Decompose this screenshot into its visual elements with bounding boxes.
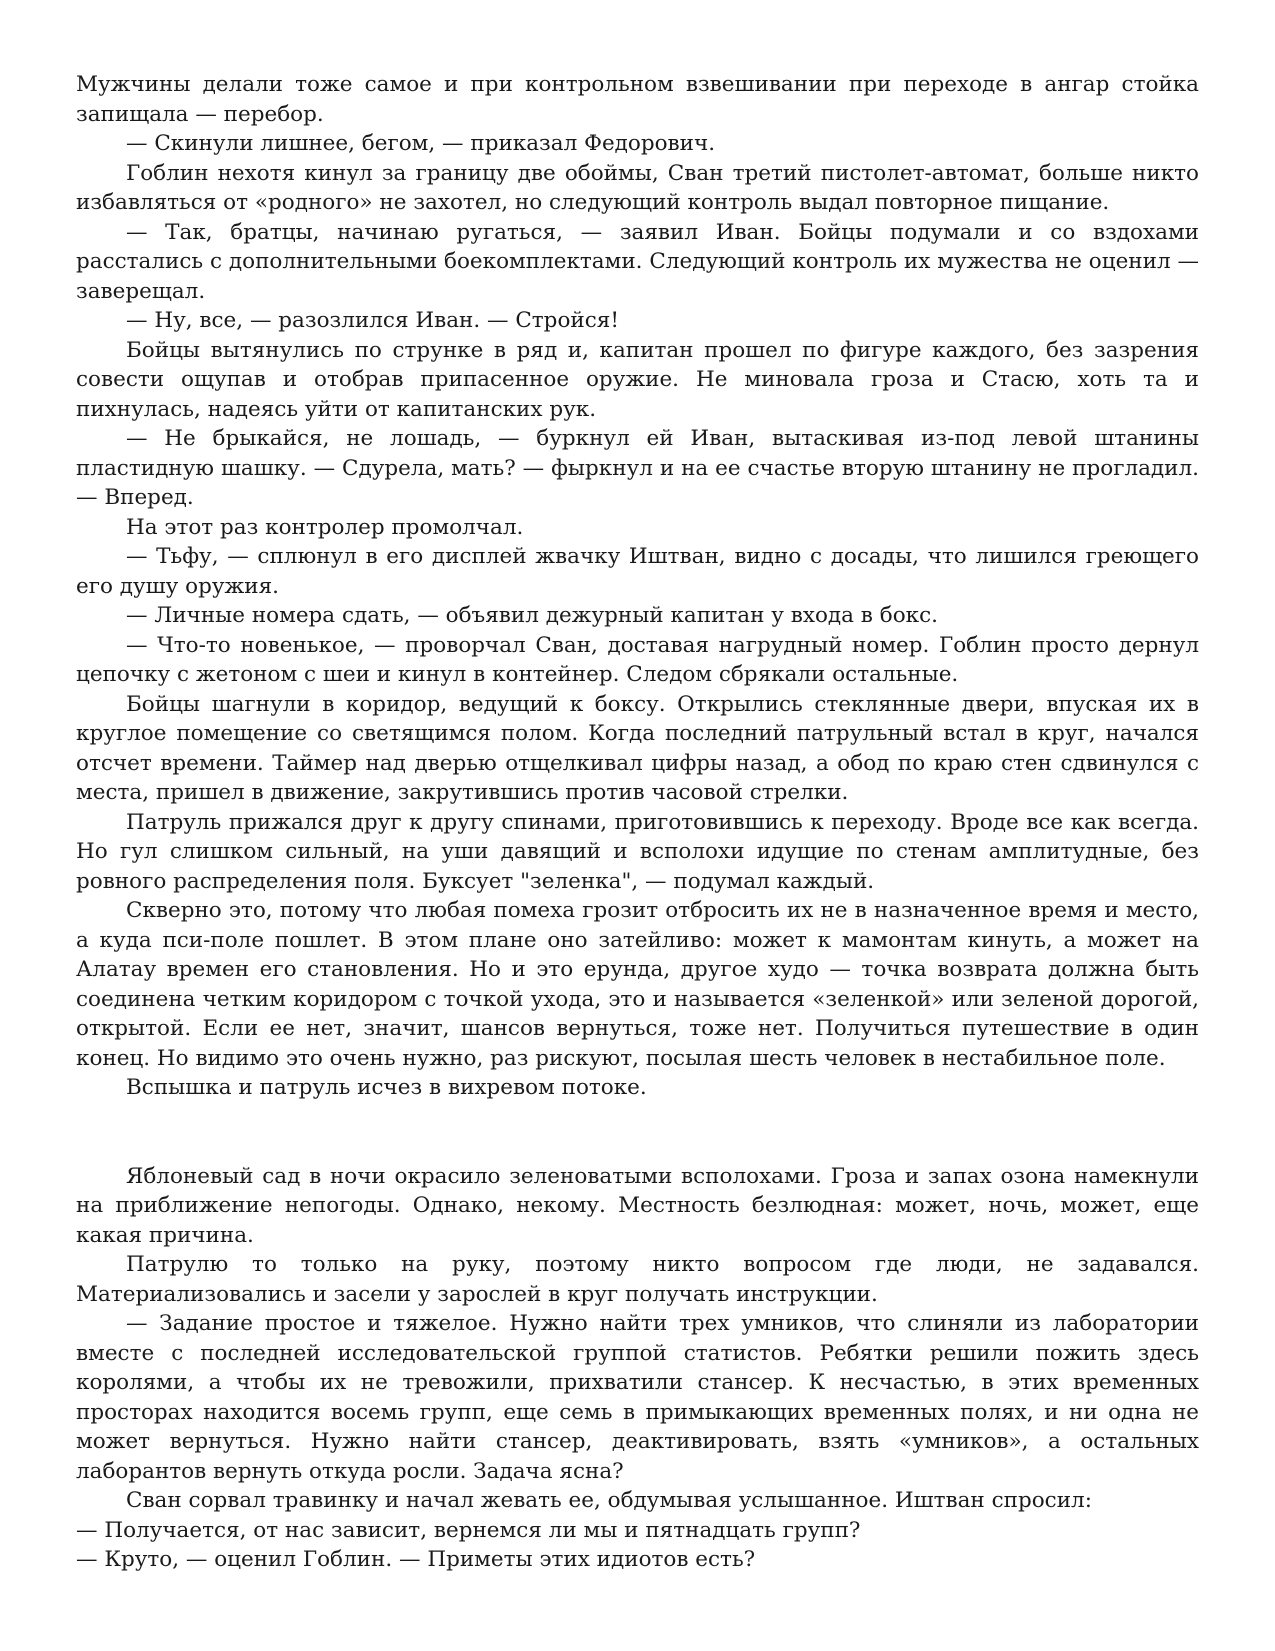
section-one: [76, 70, 1199, 1103]
paragraph: — Так, братцы, начинаю ругаться, — заявил Иван. Бойцы подумали и со вздохами расстались с дополнительными боекомплектами. Следующий контроль их мужества не оценил — заверещал.: [76, 219, 1199, 304]
paragraph: Яблоневый сад в ночи окрасило зеленоватыми всполохами. Гроза и запах озона намекнули на приближение непогоды. Однако, некому. Местность безлюдная: может, ночь, может, еще какая причина.: [76, 1163, 1199, 1248]
paragraph: Бойцы шагнули в коридор, ведущий к боксу. Открылись стеклянные двери, впуская их в круглое помещение со светящимся полом. Когда последний патрульный встал в круг, начался отсчет времени. Таймер над дверью отщелкивал цифры назад, а обод по краю стен сдвинулся с места, пришел в движение, закрутившись против часовой стрелки.: [76, 691, 1199, 805]
document-page: [76, 70, 1199, 1575]
paragraph: Сван сорвал травинку и начал жевать ее, обдумывая услышанное. Иштван спросил:: [126, 1488, 1092, 1513]
paragraph: Гоблин нехотя кинул за границу две обоймы, Сван третий пистолет-автомат, больше никто избавляться от «родного» не захотел, но следующий контроль выдал повторное пищание.: [76, 160, 1199, 215]
paragraph: — Круто, — оценил Гоблин. — Приметы этих идиотов есть?: [76, 1547, 756, 1572]
section-two: [76, 1162, 1199, 1575]
paragraph: — Тьфу, — сплюнул в его дисплей жвачку Иштван, видно с досады, что лишился греющего его душу оружия.: [76, 544, 1199, 599]
paragraph: Патрулю то только на руку, поэтому никто вопросом где люди, не задавался. Материализовались и засели у зарослей в круг получать инструкции.: [76, 1252, 1199, 1307]
paragraph: Скверно это, потому что любая помеха грозит отбросить их не в назначенное время и место, а куда пси-поле пошлет. В этом плане оно затейливо: может к мамонтам кинуть, а может на Алатау времен его становления. Но и это ерунда, другое худо — точка возврата должна быть соединена четким коридором с точкой ухода, это и называется «зеленкой» или зеленой дорогой, открытой. Если ее нет, значит, шансов вернуться, тоже нет. Получиться путешествие в один конец. Но видимо это очень нужно, раз рискуют, посылая шесть человек в нестабильное поле.: [76, 898, 1199, 1071]
paragraph: — Не брыкайся, не лошадь, — буркнул ей Иван, вытаскивая из-под левой штанины пластидную шашку. — Сдурела, мать? — фыркнул и на ее счастье вторую штанину не прогладил. — Вперед.: [76, 426, 1199, 510]
paragraph: — Получается, от нас зависит, вернемся ли мы и пятнадцать групп?: [76, 1517, 861, 1543]
section-break: [76, 1103, 1199, 1162]
paragraph: Бойцы вытянулись по струнке в ряд и, капитан прошел по фигуре каждого, без зазрения совести ощупав и отобрав припасенное оружие. Не миновала гроза и Стасю, хоть та и пихнулась, надеясь уйти от капитанских рук.: [76, 337, 1199, 422]
paragraph: — Личные номера сдать, — объявил дежурный капитан у входа в бокс.: [126, 603, 938, 628]
paragraph: Вспышка и патруль исчез в вихревом потоке.: [126, 1075, 647, 1100]
paragraph: — Ну, все, — разозлился Иван. — Стройся!: [126, 308, 619, 333]
paragraph: Патруль прижался друг к другу спинами, приготовившись к переходу. Вроде все как всегда. Но гул слишком сильный, на уши давящий и всполохи идущие по стенам амплитудные, без ровного распределения поля. Буксует "зеленка", — подумал каждый.: [76, 809, 1199, 894]
paragraph: — Скинули лишнее, бегом, — приказал Федорович.: [126, 131, 716, 156]
paragraph: На этот раз контролер промолчал.: [126, 514, 524, 540]
paragraph: — Задание простое и тяжелое. Нужно найти трех умников, что слиняли из лаборатории вместе с последней исследовательской группой статистов. Ребятки решили пожить здесь королями, а чтобы их не тревожили, прихватили стансер. К несчастью, в этих временных просторах находится восемь групп, еще семь в примыкающих временных полях, и ни одна не может вернуться. Нужно найти стансер, деактивировать, взять «умников», а остальных лаборантов вернуть откуда росли. Задача ясна?: [76, 1311, 1199, 1484]
paragraph: Мужчины делали тоже самое и при контрольном взвешивании при переходе в ангар стойка запищала — перебор.: [76, 72, 1199, 127]
paragraph: — Что-то новенькое, — проворчал Сван, доставая нагрудный номер. Гоблин просто дернул цепочку с жетоном с шеи и кинул в контейнер. Следом сбрякали остальные.: [76, 632, 1199, 687]
